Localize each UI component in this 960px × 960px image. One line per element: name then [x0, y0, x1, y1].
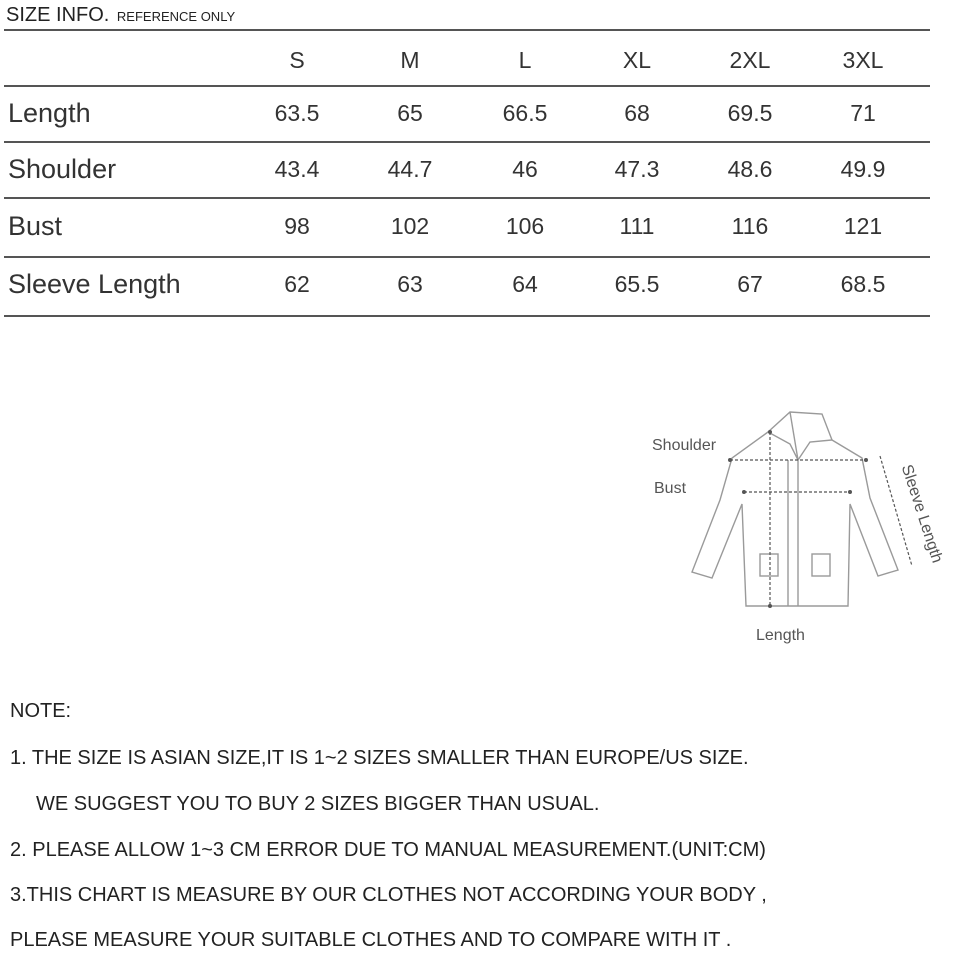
- title-text: SIZE INFO.: [6, 4, 110, 26]
- table-cell: 68.5: [840, 271, 886, 297]
- table-cell: 62: [284, 271, 310, 297]
- table-cell: 44.7: [387, 156, 433, 182]
- table-cell: 65.5: [614, 271, 660, 297]
- table-cell: 48.6: [727, 156, 773, 182]
- diagram-label-length: Length: [756, 627, 805, 644]
- table-row-rule: [4, 256, 930, 258]
- note-line: PLEASE MEASURE YOUR SUITABLE CLOTHES AND TO COMPARE WITH IT .: [10, 929, 732, 951]
- table-cell: 69.5: [727, 100, 773, 126]
- table-bottom-rule: [4, 315, 930, 317]
- row-label-shoulder: Shoulder: [8, 154, 117, 184]
- note-line: 1. THE SIZE IS ASIAN SIZE,IT IS 1~2 SIZES SMALLER THAN EUROPE/US SIZE.: [10, 747, 749, 769]
- table-row: [0, 204, 930, 249]
- table-row-rule: [4, 197, 930, 199]
- size-header-l: L: [518, 46, 532, 73]
- table-row: [0, 91, 930, 136]
- size-header-3xl: 3XL: [842, 46, 884, 73]
- note-line: 2. PLEASE ALLOW 1~3 CM ERROR DUE TO MANUAL MEASUREMENT.(UNIT:CM): [10, 839, 766, 861]
- note-line: WE SUGGEST YOU TO BUY 2 SIZES BIGGER THAN USUAL.: [36, 793, 600, 815]
- table-cell: 63.5: [274, 100, 320, 126]
- table-cell: 49.9: [840, 156, 886, 182]
- row-label-bust: Bust: [8, 211, 63, 241]
- table-cell: 47.3: [614, 156, 660, 182]
- table-cell: 71: [850, 100, 876, 126]
- table-header-rule: [4, 85, 930, 87]
- table-cell: 98: [284, 213, 310, 239]
- table-cell: 111: [619, 213, 655, 239]
- table-row: [0, 262, 930, 307]
- table-cell: 121: [843, 213, 883, 239]
- jacket-measurement-diagram: [640, 400, 960, 660]
- note-heading: NOTE:: [10, 700, 72, 722]
- diagram-label-bust: Bust: [654, 480, 687, 497]
- table-top-rule: [4, 29, 930, 31]
- table-cell: 66.5: [502, 100, 548, 126]
- table-cell: 46: [512, 156, 538, 182]
- table-row: [0, 147, 930, 192]
- size-header-s: S: [289, 46, 305, 73]
- table-cell: 43.4: [274, 156, 320, 182]
- reference-only-text: REFERENCE ONLY: [116, 9, 236, 24]
- table-cell: 116: [731, 213, 769, 239]
- table-cell: 63: [397, 271, 423, 297]
- size-header-2xl: 2XL: [729, 46, 771, 73]
- table-cell: 64: [512, 271, 538, 297]
- table-cell: 102: [390, 213, 430, 239]
- table-row-rule: [4, 141, 930, 143]
- table-cell: 106: [505, 213, 545, 239]
- table-cell: 65: [397, 100, 423, 126]
- size-info-title: [6, 4, 235, 27]
- table-cell: 67: [737, 271, 763, 297]
- size-header-xl: XL: [622, 46, 652, 73]
- table-cell: 68: [624, 100, 650, 126]
- row-label-sleeve-length: Sleeve Length: [8, 269, 181, 299]
- row-label-length: Length: [8, 98, 91, 128]
- table-header-row: [0, 40, 930, 80]
- size-header-m: M: [400, 46, 420, 73]
- diagram-label-shoulder: Shoulder: [652, 437, 717, 454]
- note-line: 3.THIS CHART IS MEASURE BY OUR CLOTHES NOT ACCORDING YOUR BODY ,: [10, 884, 767, 906]
- diagram-label-sleeve-length: Sleeve Length: [897, 462, 946, 566]
